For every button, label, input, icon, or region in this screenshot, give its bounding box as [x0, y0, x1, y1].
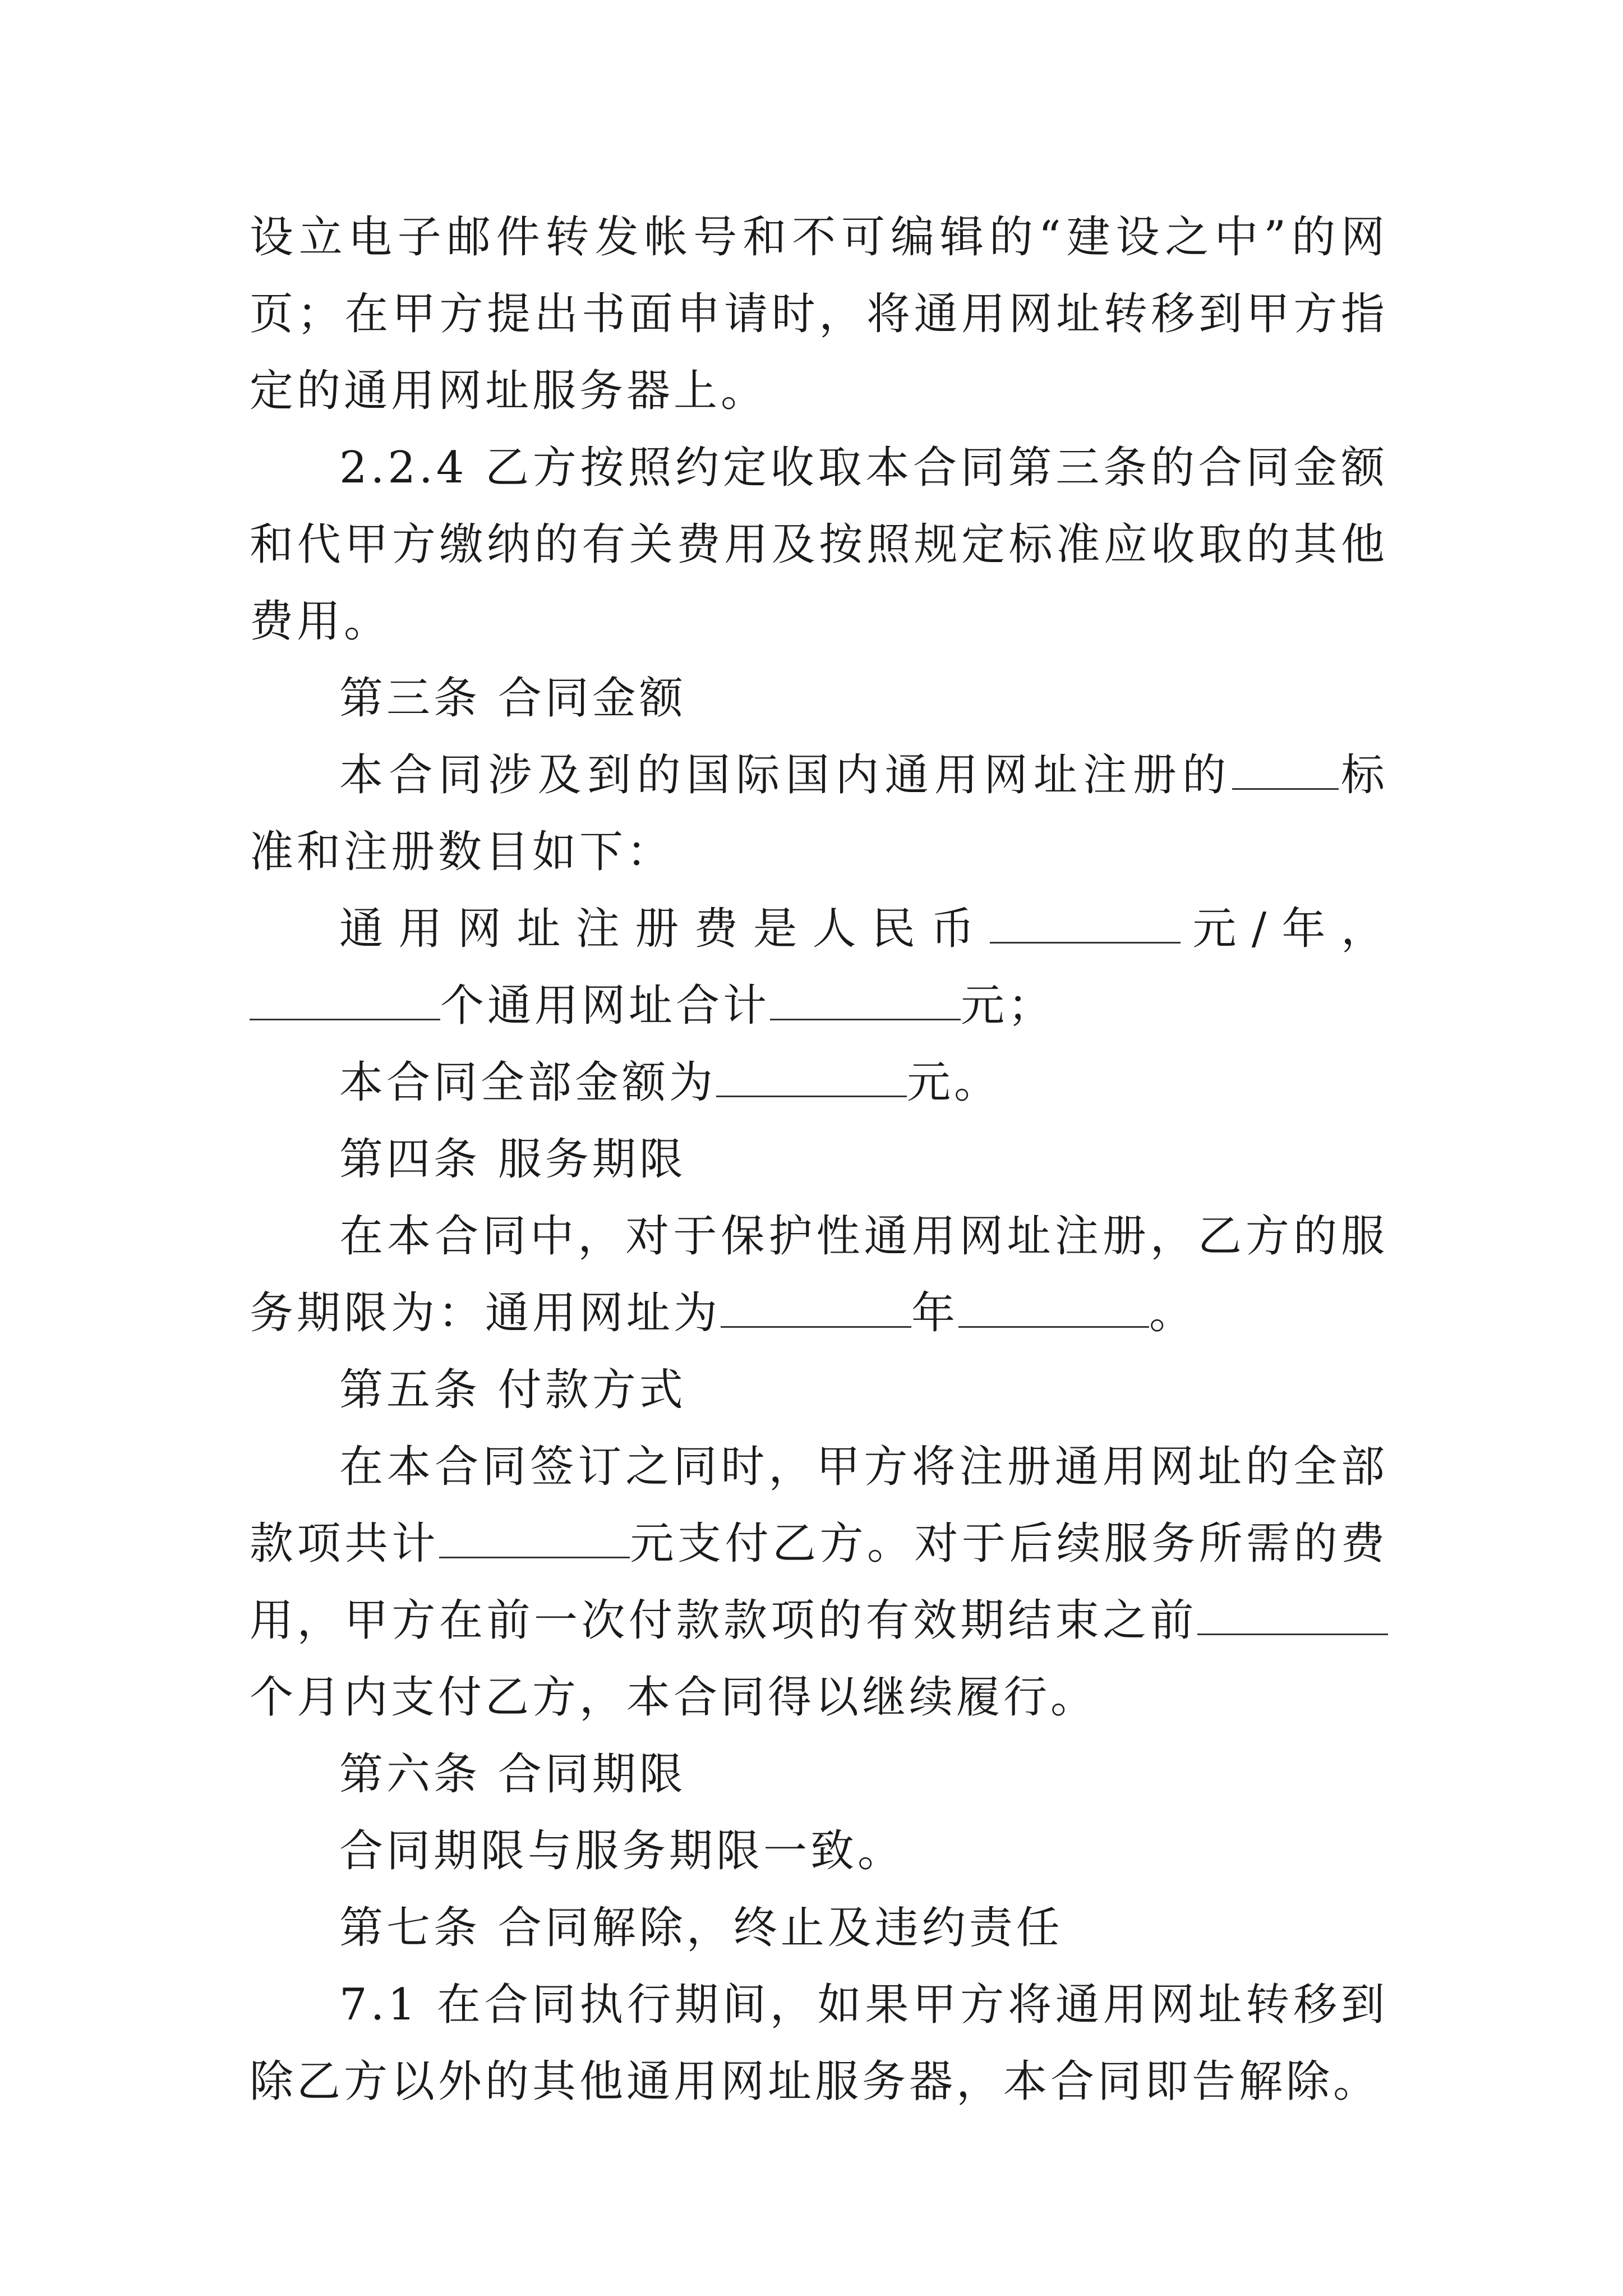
paragraph	[250, 1967, 1388, 2120]
fill-in-blank	[1232, 749, 1339, 790]
paragraph-text: 元/年，	[1180, 904, 1388, 954]
paragraph-text: 2.2.4 乙方按照约定收取本合同第三条的合同金额和代甲方缴纳的有关费用及按照规定标准应收取的其他费用。	[250, 443, 1388, 647]
paragraph-text: 设立电子邮件转发帐号和不可编辑的“建设之中”的网页；在甲方提出书面申请时，将通用网址转移到甲方指定的通用网址服务器上。	[250, 212, 1388, 416]
paragraph-text: 第四条 服务期限	[339, 1134, 686, 1185]
paragraph	[250, 430, 1388, 660]
paragraph-text: 第五条 付款方式	[339, 1365, 686, 1415]
paragraph-text: 第七条 合同解除，终止及违约责任	[339, 1903, 1063, 1953]
paragraph-text: 本合同涉及到的国际国内通用网址注册的	[339, 750, 1232, 800]
paragraph	[250, 1045, 1388, 1121]
fill-in-blank	[250, 979, 440, 1020]
paragraph-text: 标准和注册数目如下：	[250, 750, 1388, 877]
paragraph	[250, 1813, 1388, 1890]
paragraph-text: 在本合同中，对于保护性通用网址注册，乙方的服务期限为：通用网址为	[250, 1211, 1388, 1338]
paragraph-text: 个月内支付乙方，本合同得以继续履行。	[250, 1672, 1098, 1723]
paragraph-text: 在本合同签订之同时，甲方将注册通用网址的全部款项共计	[250, 1442, 1388, 1569]
paragraph	[250, 660, 1388, 737]
paragraph	[250, 199, 1388, 430]
paragraph	[250, 1736, 1388, 1813]
paragraph-text: 元。	[907, 1057, 1002, 1108]
paragraph-text: 本合同全部金额为	[339, 1057, 717, 1108]
paragraph-text: 7.1 在合同执行期间，如果甲方将通用网址转移到除乙方以外的其他通用网址服务器，本合同即告解除。	[250, 1980, 1388, 2107]
fill-in-blank	[770, 979, 961, 1020]
fill-in-blank	[721, 1287, 911, 1328]
fill-in-blank	[716, 1056, 907, 1097]
paragraph-text: 通用网址注册费是人民币	[339, 904, 990, 954]
paragraph	[250, 737, 1388, 891]
paragraph	[250, 891, 1388, 1045]
fill-in-blank	[990, 903, 1181, 944]
fill-in-blank	[439, 1517, 630, 1558]
paragraph	[250, 1352, 1388, 1429]
paragraph-text: 元；	[961, 981, 1055, 1031]
paragraph-text: 个通用网址合计	[440, 981, 771, 1031]
paragraph-text: 第三条 合同金额	[339, 673, 686, 724]
paragraph-text: 合同期限与服务期限一致。	[339, 1826, 905, 1876]
paragraph-text: 。	[1149, 1288, 1197, 1338]
fill-in-blank	[1197, 1594, 1388, 1635]
paragraph-text: 年	[911, 1288, 959, 1338]
document-body	[250, 199, 1388, 2120]
paragraph-text: 第六条 合同期限	[339, 1749, 686, 1800]
paragraph	[250, 1121, 1388, 1198]
paragraph	[250, 1429, 1388, 1736]
paragraph	[250, 1890, 1388, 1967]
fill-in-blank	[958, 1287, 1149, 1328]
paragraph	[250, 1198, 1388, 1352]
paragraph-text: 元支付乙方。对于后续服务所需的费用，甲方在前一次付款款项的有效期结束之前	[250, 1519, 1388, 1646]
